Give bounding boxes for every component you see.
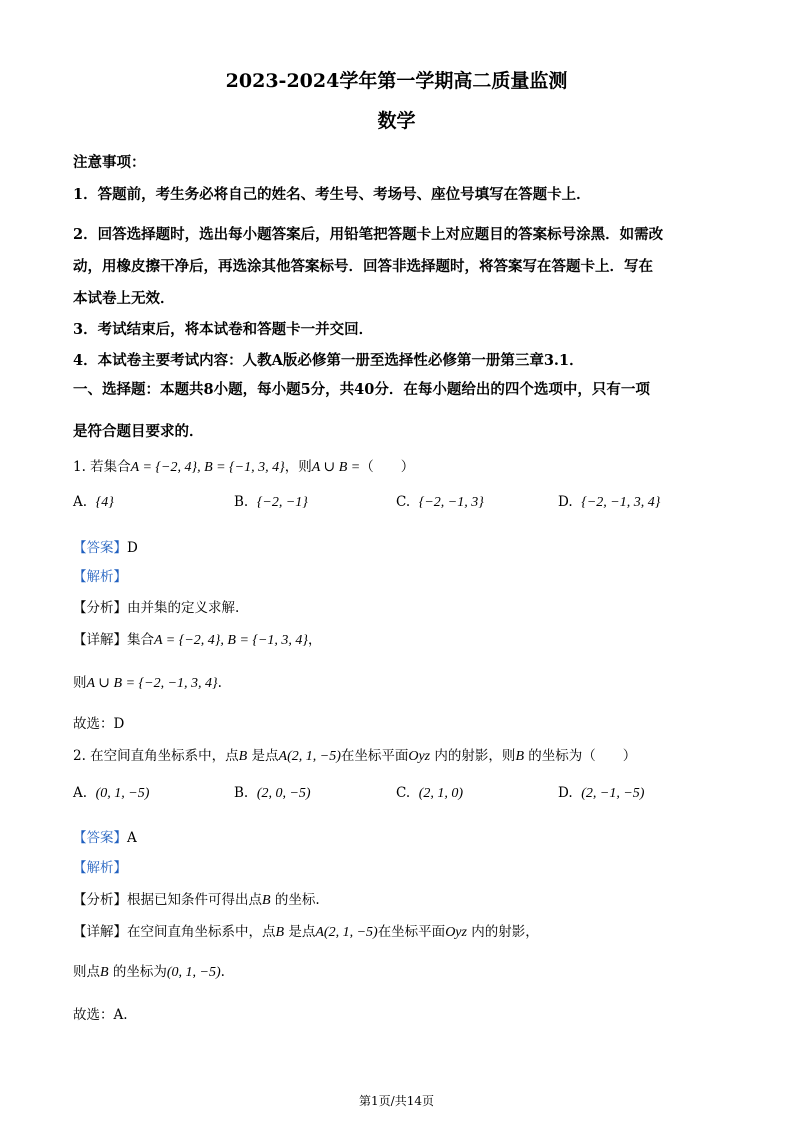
q2-option-d: D. (2, −1, −5) xyxy=(558,785,645,801)
q1-fenxi: 【分析】由并集的定义求解. xyxy=(73,600,240,616)
q1-option-d: D. {−2, −1, 3, 4} xyxy=(558,494,661,510)
q1-then: 则A ∪ B = {−2, −1, 3, 4}. xyxy=(73,675,222,691)
section-heading: 一、选择题：本题共8小题，每小题5分，共40分．在每小题给出的四个选项中，只有一项 xyxy=(73,381,650,398)
exam-subject: 数学 xyxy=(377,110,416,132)
q2-option-a: A. (0, 1, −5) xyxy=(73,785,150,801)
q1-choose: 故选：D xyxy=(73,716,125,732)
q1-option-a: A. {4} xyxy=(73,494,114,510)
q2-then: 则点B 的坐标为(0, 1, −5). xyxy=(73,964,225,980)
page-number: 第1页/共14页 xyxy=(359,1094,434,1108)
note-item-2-cont: 动，用橡皮擦干净后，再选涂其他答案标号．回答非选择题时，将答案写在答题卡上．写在 xyxy=(73,258,653,275)
note-item-2: 2．回答选择题时，选出每小题答案后，用铅笔把答题卡上对应题目的答案标号涂黑．如需改 xyxy=(73,226,664,243)
note-item-2-end: 本试卷上无效． xyxy=(73,290,175,307)
q1-answer: 【答案】D xyxy=(73,540,138,556)
note-item-4: 4．本试卷主要考试内容：人教A版必修第一册至选择性必修第一册第三章3.1． xyxy=(73,352,584,369)
q2-fenxi: 【分析】根据已知条件可得出点B 的坐标. xyxy=(73,892,320,908)
q1-option-b: B. {−2, −1} xyxy=(234,494,308,510)
q1-option-c: C. {−2, −1, 3} xyxy=(396,494,484,510)
section-heading-cont: 是符合题目要求的． xyxy=(73,423,204,440)
q2-option-c: C. (2, 1, 0) xyxy=(396,785,464,801)
q1-detail: 【详解】集合A = {−2, 4}, B = {−1, 3, 4}， xyxy=(73,632,322,648)
q1-analysis-tag: 【解析】 xyxy=(73,569,127,585)
q2-detail: 【详解】在空间直角坐标系中，点B 是点A(2, 1, −5)在坐标平面Oyz 内的射影， xyxy=(73,924,539,940)
note-item-3: 3．考试结束后，将本试卷和答题卡一并交回． xyxy=(73,321,374,338)
q2-option-b: B. (2, 0, −5) xyxy=(234,785,311,801)
q2-answer: 【答案】A xyxy=(73,830,137,846)
q1-stem: 1. 若集合A = {−2, 4}, B = {−1, 3, 4}，则A ∪ B =（ ） xyxy=(73,459,415,475)
q2-stem: 2. 在空间直角坐标系中，点B 是点A(2, 1, −5)在坐标平面Oyz 内的射影，则B 的坐标为（ ） xyxy=(73,748,637,764)
q2-analysis-tag: 【解析】 xyxy=(73,860,127,876)
q1-union: A ∪ B = xyxy=(311,460,361,475)
notes-heading: 注意事项： xyxy=(73,154,146,171)
note-item-1: 1．答题前，考生务必将自己的姓名、考生号、考场号、座位号填写在答题卡上． xyxy=(73,186,591,203)
q1-sets: A = {−2, 4}, B = {−1, 3, 4} xyxy=(130,460,285,475)
q2-choose: 故选：A. xyxy=(73,1007,128,1023)
exam-title: 2023-2024学年第一学期高二质量监测 xyxy=(225,70,568,92)
